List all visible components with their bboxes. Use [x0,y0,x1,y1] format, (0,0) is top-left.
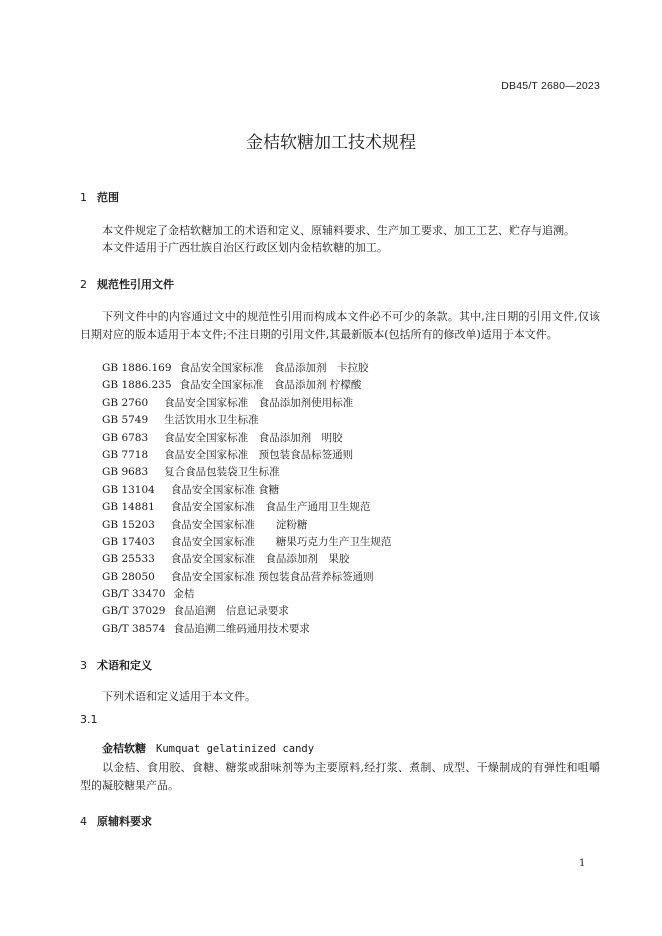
reference-item [102,395,391,412]
reference-item [102,603,391,620]
section-number: 3 [80,659,87,672]
term-entry [102,740,314,756]
reference-title: 食品安全国家标准 食品添加剂 明胶 [164,431,343,444]
document-title: 金桔软糖加工技术规程 [246,133,416,153]
terms-intro: 下列术语和定义适用于本文件。 [102,690,256,703]
reference-title: 金桔 [173,588,195,601]
reference-item [102,499,391,516]
reference-code: GB/T 38574 [102,622,166,635]
reference-title: 食品安全国家标准 糖果巧克力生产卫生规范 [170,535,392,548]
reference-code: GB 6783 [102,431,149,444]
reference-code: GB 25533 [102,553,155,566]
reference-title: 食品安全国家标准 食糖 [170,483,280,496]
reference-code: GB 7718 [102,448,149,461]
reference-list [102,360,391,638]
reference-code: GB 15203 [102,518,155,531]
reference-code: GB 2760 [102,396,149,409]
section-title: 术语和定义 [97,659,152,672]
reference-item [102,569,391,586]
reference-code: GB/T 33470 [102,588,166,601]
reference-title: 食品安全国家标准 食品添加剂使用标准 [164,396,354,409]
reference-title: 生活饮用水卫生标准 [164,414,259,427]
reference-code: GB 28050 [102,570,155,583]
scope-paragraph-1: 本文件规定了金桔软糖加工的术语和定义、原辅料要求、生产加工要求、加工工艺、贮存与追溯。 [102,224,575,237]
reference-item [102,621,391,638]
section-number: 4 [80,815,87,828]
reference-title: 食品安全国家标准 食品添加剂 果胶 [170,553,350,566]
section-heading-4 [80,813,152,829]
section-title: 原辅料要求 [97,815,152,828]
term-name-en: Kumquat gelatinized candy [156,743,315,755]
section-number: 1 [80,191,87,204]
reference-item [102,551,391,568]
reference-title: 食品安全国家标准 预包装食品营养标签通则 [170,570,374,583]
reference-code: GB 17403 [102,535,155,548]
reference-item [102,412,391,429]
reference-item [102,464,391,481]
term-name-zh: 金桔软糖 [102,742,146,755]
section-title: 范围 [97,191,119,204]
reference-item [102,534,391,551]
reference-item [102,482,391,499]
section-heading-1 [80,189,119,205]
section-heading-3 [80,657,152,673]
reference-item [102,447,391,464]
reference-title: 食品安全国家标准 淀粉糖 [170,518,308,531]
reference-item [102,586,391,603]
reference-title: 食品追溯 信息记录要求 [173,605,289,618]
reference-title: 食品安全国家标准 食品生产通用卫生规范 [170,501,371,514]
reference-item [102,377,391,394]
section-heading-2 [80,276,174,292]
reference-title: 食品安全国家标准 食品添加剂 卡拉胶 [179,362,369,374]
reference-code: GB 1886.169 [102,362,172,374]
term-definition: 以金桔、食用胶、食糖、糖浆或甜味剂等为主要原料,经打浆、煮制、成型、干燥制成的有弹性和咀嚼型的凝胶糖果产品。 [80,761,600,792]
reference-title: 食品安全国家标准 预包装食品标签通则 [164,448,354,461]
section-title: 规范性引用文件 [97,278,174,291]
reference-code: GB 5749 [102,414,149,427]
reference-code: GB 9683 [102,466,149,479]
reference-code: GB 1886.235 [102,379,172,392]
scope-paragraph-2: 本文件适用于广西壮族自治区行政区划内金桔软糖的加工。 [102,241,388,254]
reference-code: GB/T 37029 [102,605,166,618]
reference-title: 食品追溯二维码通用技术要求 [173,622,310,635]
term-number: 3.1 [80,713,98,726]
normative-references-intro: 下列文件中的内容通过文中的规范性引用而构成本文件必不可少的条款。其中,注日期的引用文件,仅该日期对应的版本适用于本文件;不注日期的引用文件,其最新版本(包括所有的修改单)适用于本文件。 [80,310,600,341]
reference-item [102,430,391,447]
reference-title: 食品安全国家标准 食品添加剂 柠檬酸 [179,379,362,392]
section-number: 2 [80,278,87,291]
reference-code: GB 13104 [102,483,155,496]
page-number: 1 [579,858,586,869]
standard-code: DB45/T 2680—2023 [501,80,600,92]
reference-title: 复合食品包装袋卫生标准 [164,466,280,479]
reference-item [102,360,391,377]
reference-item [102,517,391,534]
reference-code: GB 14881 [102,501,155,514]
